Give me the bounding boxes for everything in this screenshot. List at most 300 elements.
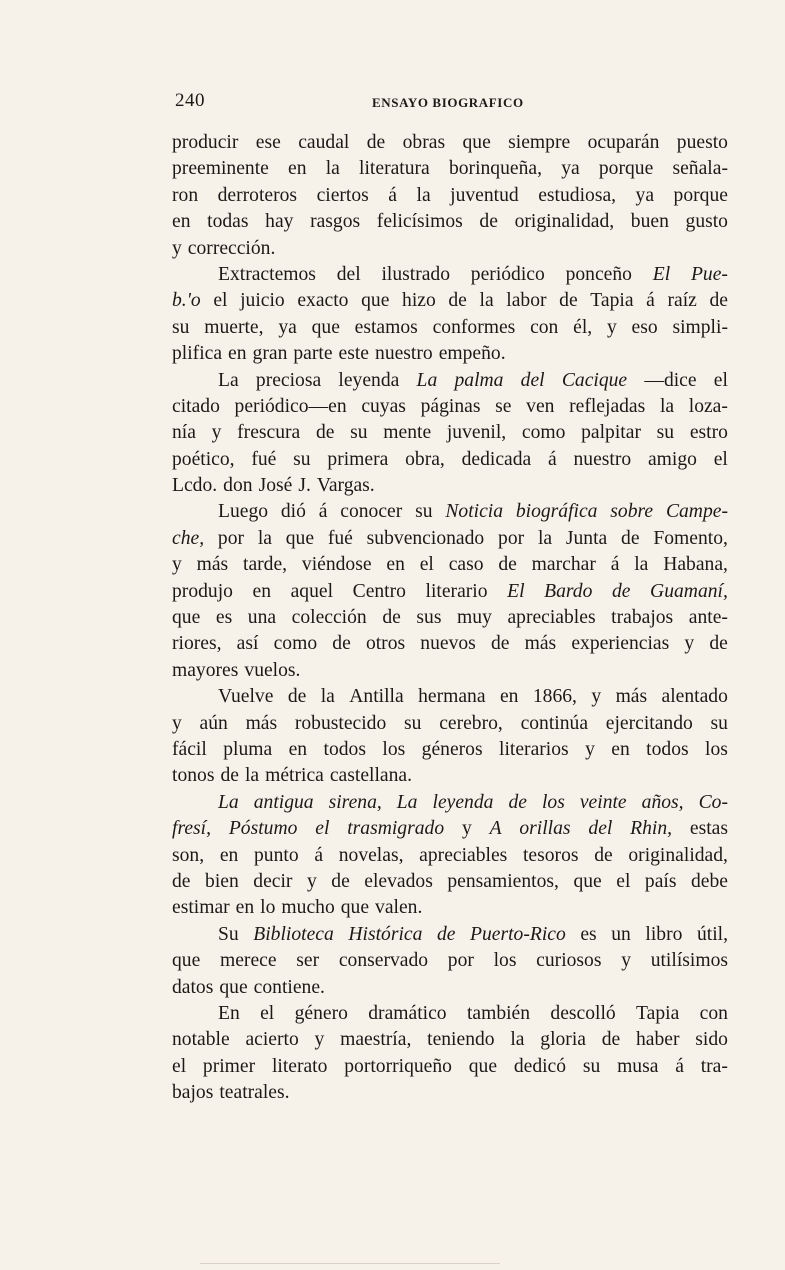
word: en: [386, 554, 405, 576]
word: que: [172, 950, 201, 972]
word: y: [314, 1029, 325, 1051]
word: en: [499, 686, 519, 708]
word: palpitar: [581, 422, 641, 444]
text-line: [172, 1001, 728, 1027]
word: derroteros: [217, 184, 298, 206]
text-line: [172, 711, 728, 737]
word: originalidad,: [514, 211, 615, 233]
word: leyenda: [338, 369, 400, 391]
page-number: 240: [175, 90, 205, 111]
italic-word: Guamaní,: [650, 580, 728, 602]
text-line: [172, 156, 728, 182]
word: la: [325, 158, 340, 180]
word: páginas: [420, 395, 481, 417]
word: señala-: [672, 158, 728, 180]
word: ciertos: [316, 184, 369, 206]
word: Vargas.: [316, 475, 375, 497]
word: de: [601, 1029, 621, 1051]
word: J.: [298, 475, 311, 497]
word: obra,: [405, 448, 445, 470]
word: eso: [631, 316, 658, 338]
word: se: [495, 395, 512, 417]
word: así: [236, 633, 259, 655]
word: de: [559, 290, 578, 312]
word: métrica: [265, 765, 324, 787]
word: en: [611, 738, 630, 760]
word: novelas,: [338, 844, 404, 866]
italic-word: Co-: [698, 791, 728, 813]
word: valen.: [375, 897, 423, 919]
word: ya: [635, 184, 655, 206]
word: fué: [251, 448, 277, 470]
word: notable: [172, 1029, 230, 1051]
word: á: [675, 1055, 684, 1077]
word: que: [311, 316, 340, 338]
text-line: [172, 315, 728, 341]
word: empeño.: [438, 343, 506, 365]
word: cuyas: [361, 395, 406, 417]
word: todas: [207, 211, 249, 233]
text-line: [172, 975, 728, 1001]
word: de: [382, 607, 401, 629]
word: de: [220, 765, 239, 787]
word: género: [294, 1002, 348, 1024]
text-line: [172, 737, 728, 763]
italic-word: El: [652, 263, 671, 285]
word: su: [710, 712, 728, 734]
word: citado: [172, 395, 220, 417]
italic-word: de: [436, 923, 456, 945]
italic-word: del: [588, 818, 613, 840]
word: por: [447, 950, 474, 972]
italic-word: de: [611, 580, 631, 602]
word: á: [388, 184, 397, 206]
word: de: [498, 554, 517, 576]
text-line: [172, 1054, 728, 1080]
word: punto: [254, 844, 299, 866]
italic-word: Noticia: [445, 501, 504, 523]
word: en: [219, 844, 239, 866]
word: sus: [416, 607, 442, 629]
word: todos: [646, 738, 689, 760]
word: bien: [205, 870, 239, 892]
italic-word: Histórica: [348, 923, 423, 945]
italic-word: de: [508, 791, 527, 813]
word: de: [490, 633, 510, 655]
italic-word: años,: [641, 791, 684, 813]
word: más: [524, 633, 557, 655]
word: gusto: [685, 211, 728, 233]
word: su: [404, 712, 422, 734]
word: otros: [365, 633, 406, 655]
text-line: [172, 843, 728, 869]
italic-word: La: [416, 369, 438, 391]
text-line: [172, 368, 728, 394]
word: —dice: [644, 369, 697, 391]
word: alentado: [661, 686, 728, 708]
word: el: [419, 554, 434, 576]
text-line: [172, 579, 728, 605]
word: más: [615, 686, 648, 708]
word: á: [646, 290, 655, 312]
word: á: [548, 448, 557, 470]
word: su: [656, 422, 675, 444]
word: este: [338, 343, 370, 365]
word: á: [314, 844, 324, 866]
word: porque: [598, 158, 654, 180]
word: la: [416, 184, 431, 206]
word: una: [247, 607, 277, 629]
word: buen: [630, 211, 669, 233]
text-line: [172, 341, 728, 367]
word: y: [684, 633, 695, 655]
word: literatura: [359, 158, 430, 180]
italic-word: b.'o: [172, 290, 201, 312]
word: contiene.: [253, 976, 325, 998]
word: la: [510, 1029, 525, 1051]
word: elevados: [364, 870, 433, 892]
word: producir: [172, 132, 239, 153]
word: utilísimos: [650, 950, 728, 972]
word: la: [634, 554, 649, 576]
word: es: [580, 923, 597, 945]
text-line: [172, 183, 728, 209]
word: juvenil,: [446, 422, 507, 444]
word: Junta: [565, 527, 608, 549]
word: ejercitando: [605, 712, 693, 734]
word: él,: [573, 316, 593, 338]
word: muy: [457, 607, 492, 629]
text-line: [172, 816, 728, 842]
word: Centro: [352, 580, 406, 602]
word: poético,: [172, 448, 235, 470]
italic-word: che,: [172, 527, 205, 549]
word: todos: [323, 738, 366, 760]
word: del: [336, 263, 361, 285]
word: y: [172, 554, 182, 576]
word: de: [315, 422, 335, 444]
word: ya: [561, 158, 580, 180]
word: mayores: [172, 659, 239, 681]
word: parte: [293, 343, 333, 365]
word: en: [172, 211, 191, 233]
word: gloria: [540, 1029, 586, 1051]
word: Vuelve: [218, 686, 274, 708]
text-line: [172, 473, 728, 499]
word: rasgos: [310, 211, 361, 233]
word: estimar: [172, 897, 230, 919]
word: simpli-: [672, 316, 728, 338]
word: marchar: [531, 554, 596, 576]
word: que: [361, 290, 390, 312]
word: portorriqueño: [344, 1055, 452, 1077]
word: á: [610, 554, 620, 576]
word: que: [172, 607, 201, 629]
word: teatrales.: [219, 1082, 290, 1104]
word: periódico—en: [234, 395, 347, 417]
text-line: [172, 948, 728, 974]
word: curiosos: [536, 950, 602, 972]
word: y: [306, 870, 317, 892]
text-line: [172, 288, 728, 314]
word: que: [462, 132, 491, 153]
word: ven: [526, 395, 555, 417]
word: ocuparán: [587, 132, 660, 153]
text-line: [172, 130, 728, 156]
italic-word: A: [489, 818, 502, 840]
word: tonos: [172, 765, 215, 787]
word: dedicó: [513, 1055, 567, 1077]
word: con: [699, 1002, 728, 1024]
word: viéndose: [301, 554, 372, 576]
word: tra-: [700, 1055, 728, 1077]
word: obras: [402, 132, 446, 153]
word: más: [245, 712, 278, 734]
word: nuestro: [375, 343, 433, 365]
word: la: [320, 686, 335, 708]
word: de: [332, 633, 351, 655]
word: dramático: [368, 1002, 447, 1024]
word: fácil: [172, 738, 207, 760]
text-line: [172, 552, 728, 578]
word: merece: [220, 950, 277, 972]
text-line: [172, 447, 728, 473]
italic-word: leyenda: [432, 791, 494, 813]
italic-word: antigua: [253, 791, 314, 813]
word: de: [479, 211, 498, 233]
text-line: [172, 790, 728, 816]
word: tarde,: [243, 554, 288, 576]
italic-word: Bardo: [544, 580, 593, 602]
word: pluma: [223, 738, 273, 760]
word: el: [172, 1055, 187, 1077]
word: en: [288, 738, 308, 760]
text-line: [172, 499, 728, 525]
word: hizo: [402, 290, 436, 312]
word: el: [213, 290, 228, 312]
word: ron: [172, 184, 199, 206]
word: de: [621, 527, 640, 549]
word: literarios: [499, 738, 569, 760]
word: á: [318, 501, 328, 523]
word: ya: [278, 316, 297, 338]
word: más: [196, 554, 229, 576]
word: musa: [617, 1055, 659, 1077]
word: la: [537, 527, 553, 549]
italic-word: Cacique: [561, 369, 628, 391]
word: maestría,: [340, 1029, 412, 1051]
word: teniendo: [427, 1029, 495, 1051]
word: vuelos.: [244, 659, 301, 681]
text-line: [172, 1080, 728, 1106]
text-line: [172, 526, 728, 552]
word: juicio: [240, 290, 285, 312]
word: el: [713, 369, 728, 391]
word: debe: [690, 870, 728, 892]
text-line: [172, 209, 728, 235]
italic-word: palma: [454, 369, 504, 391]
word: que: [468, 1055, 498, 1077]
word: de: [709, 290, 728, 312]
word: puesto: [676, 132, 728, 153]
word: continúa: [520, 712, 589, 734]
word: en: [288, 158, 307, 180]
word: su: [415, 501, 433, 523]
word: borinqueña,: [448, 158, 542, 180]
italic-word: sobre: [610, 501, 654, 523]
text-line: [172, 262, 728, 288]
word: conformes: [432, 316, 516, 338]
word: por: [217, 527, 245, 549]
word: bajos: [172, 1082, 214, 1104]
word: de: [709, 633, 728, 655]
word: y: [585, 738, 595, 760]
word: hermana: [418, 686, 486, 708]
word: riores,: [172, 633, 222, 655]
word: gran: [252, 343, 288, 365]
word: robustecido: [294, 712, 387, 734]
word: literato: [271, 1055, 328, 1077]
word: que: [573, 870, 602, 892]
word: colección: [291, 607, 367, 629]
italic-word: biográfica: [515, 501, 598, 523]
word: y: [621, 950, 631, 972]
word: el: [713, 448, 728, 470]
word: y: [172, 712, 182, 734]
text-line: [172, 236, 728, 262]
word: amigo: [647, 448, 697, 470]
word: decir: [253, 870, 293, 892]
word: país: [644, 870, 677, 892]
text-line: [172, 631, 728, 657]
word: 1866,: [532, 686, 577, 708]
word: la: [257, 527, 272, 549]
word: de: [331, 870, 350, 892]
word: libro: [645, 923, 683, 945]
word: frescura: [237, 422, 301, 444]
word: labor: [506, 290, 547, 312]
word: fué: [327, 527, 353, 549]
word: muerte,: [204, 316, 264, 338]
text-line: [172, 763, 728, 789]
word: preciosa: [255, 369, 322, 391]
word: el: [260, 1002, 275, 1024]
italic-word: veinte: [579, 791, 627, 813]
text-line: [172, 420, 728, 446]
word: la: [659, 395, 675, 417]
word: en: [228, 343, 247, 365]
word: exacto: [297, 290, 349, 312]
word: primera: [327, 448, 389, 470]
word: nía: [172, 422, 196, 444]
word: pensamientos,: [447, 870, 559, 892]
word: como: [521, 422, 566, 444]
italic-word: los: [541, 791, 565, 813]
word: ese: [255, 132, 281, 153]
word: conocer: [340, 501, 403, 523]
word: datos: [172, 976, 214, 998]
word: reflejadas: [569, 395, 646, 417]
word: acierto: [245, 1029, 299, 1051]
italic-word: Póstumo: [228, 818, 298, 840]
word: mente: [383, 422, 432, 444]
word: con: [530, 316, 559, 338]
word: los: [493, 950, 517, 972]
word: produjo: [172, 580, 233, 602]
word: siempre: [508, 132, 571, 153]
word: Luego: [218, 501, 269, 523]
word: hay: [265, 211, 294, 233]
word: loza-: [688, 395, 728, 417]
word: estamos: [354, 316, 418, 338]
word: estro: [689, 422, 728, 444]
word: es: [215, 607, 233, 629]
italic-word: La: [396, 791, 418, 813]
italic-word: El: [507, 580, 525, 602]
word: que: [340, 897, 370, 919]
word: tesoros: [522, 844, 579, 866]
word: el: [616, 870, 631, 892]
word: lo: [260, 897, 276, 919]
word: preeminente: [172, 158, 269, 180]
word: cerebro,: [439, 712, 503, 734]
word: Su: [218, 923, 239, 945]
italic-word: Pue-: [690, 263, 728, 285]
word: Habana,: [663, 554, 728, 576]
word: útil,: [696, 923, 728, 945]
word: y: [591, 686, 602, 708]
italic-word: Rhin,: [630, 818, 673, 840]
text-line: [172, 922, 728, 948]
word: los: [705, 738, 728, 760]
word: apreciables: [419, 844, 508, 866]
italic-word: del: [520, 369, 545, 391]
word: y: [461, 818, 472, 840]
word: Tapia: [636, 1002, 680, 1024]
word: por: [498, 527, 525, 549]
word: dedicada: [461, 448, 532, 470]
word: sido: [695, 1029, 728, 1051]
word: estas: [689, 818, 728, 840]
word: géneros: [421, 738, 483, 760]
word: la: [244, 765, 260, 787]
word: ponceño: [565, 263, 632, 285]
word: juventud: [450, 184, 519, 206]
word: don: [223, 475, 253, 497]
word: experiencias: [571, 633, 670, 655]
word: la: [479, 290, 494, 312]
italic-word: Puerto-Rico: [470, 923, 566, 945]
word: literario: [425, 580, 488, 602]
word: castellana.: [329, 765, 412, 787]
text-line: [172, 684, 728, 710]
word: subvencionado: [366, 527, 485, 549]
word: que: [219, 976, 248, 998]
word: periódico: [470, 263, 545, 285]
italic-word: trasmigrado: [347, 818, 445, 840]
word: aquel: [290, 580, 334, 602]
word: su: [350, 422, 368, 444]
word: de: [366, 132, 386, 153]
word: porque: [673, 184, 728, 206]
word: también: [466, 1002, 531, 1024]
word: de: [594, 844, 613, 866]
text-line: [172, 895, 728, 921]
word: caudal: [298, 132, 350, 153]
word: de: [287, 686, 307, 708]
word: nuestro: [573, 448, 632, 470]
word: descolló: [550, 1002, 616, 1024]
